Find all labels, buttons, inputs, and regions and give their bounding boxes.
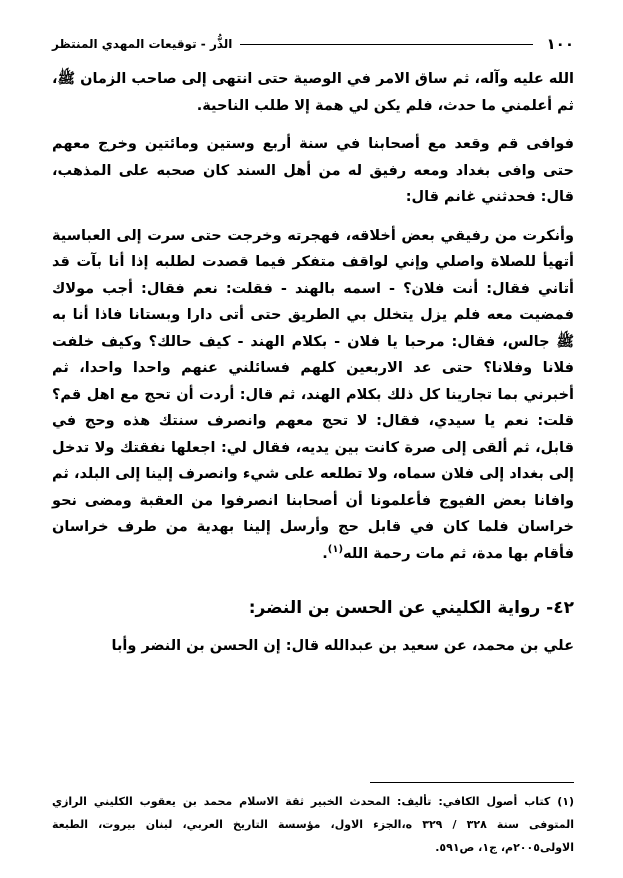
section-heading: ٤٢- رواية الكليني عن الحسن بن النضر: (248, 598, 574, 618)
page-header (52, 30, 574, 58)
paragraph-3 (52, 223, 574, 568)
paragraph-2: فوافى قم وقعد مع أصحابنا في سنة أربع وستين ومائتين وخرج معهم حتى وافى بغداد ومعه رفيق له من أهل السند كان صحبه على المذهب، قال: فحدثني غانم قال: (52, 136, 574, 205)
header-rule (240, 44, 532, 45)
paragraph-1: الله عليه وآله، ثم ساق الامر في الوصية حتى انتهى إلى صاحب الزمان ﷺ، ثم أعلمني ما حدث، فلم يكن لي همة إلا طلب الناحية. (52, 71, 574, 114)
footnote-reference: (١) (327, 543, 344, 555)
paragraph-3-end: . (322, 545, 328, 562)
running-title: الذُّر - توقيعات المهدي المنتظر (52, 37, 233, 51)
book-page (52, 30, 574, 854)
footnote: (١) كتاب أصول الكافي: تأليف: المحدث الخبير ثقة الاسلام محمد بن يعقوب الكليني الرازي المتوفى سنة ٣٢٨ / ٣٢٩ ه،الجزء الاول، مؤسسة التاريخ العربي، لبنان بيروت، الطبعة الاولى٢٠٠٥م، ج١، ص٥٩١. (52, 795, 574, 854)
body-text (52, 66, 574, 660)
footnote-separator (370, 782, 574, 783)
paragraph-3-text: وأنكرت من رفيقي بعض أخلاقه، فهجرته وخرجت حتى سرت إلى العباسية أتهيأ للصلاة واصلي وإني لواقف متفكر فيما قصدت لطلبه إذا أنا بآت قد أتاني فقال: أنت فلان؟ - اسمه بالهند - فقلت: نعم فقال: أجب مولاك فمضيت معه فلم يزل يتخلل بي الطريق حتى أتى دارا وبستانا فاذا أنا به ﷺ جالس، فقال: مرحبا يا فلان - بكلام الهند - كيف حالك؟ وكيف خلفت فلانا وفلانا؟ حتى عد الاربعين كلهم فسائلني عنهم واحدا واحدا، ثم أخبرني بما تجارينا كل ذلك بكلام الهند، ثم قال: أردت أن تحج مع اهل قم؟ قلت: نعم يا سيدي، فقال: لا تحج معهم وانصرف سنتك هذه وحج في قابل، ثم ألقى إلى صرة كانت بين يديه، فقال لي: اجعلها نفقتك ولا تدخل إلى بغداد إلى فلان سماه، ولا تطلعه على شيء وانصرف إلينا إلى البلد، ثم وافانا بعض الفيوج فأعلمونا أن أصحابنا انصرفوا من العقبة ومضى نحو خراسان فلما كان في قابل حج وأرسل إلينا بهدية من طرف خراسان فأقام بها مدة، ثم مات رحمة الله (52, 227, 574, 562)
paragraph-4: علي بن محمد، عن سعيد بن عبدالله قال: إن الحسن بن النضر وأبا (111, 638, 574, 654)
page-number: ١٠٠ (546, 35, 574, 53)
